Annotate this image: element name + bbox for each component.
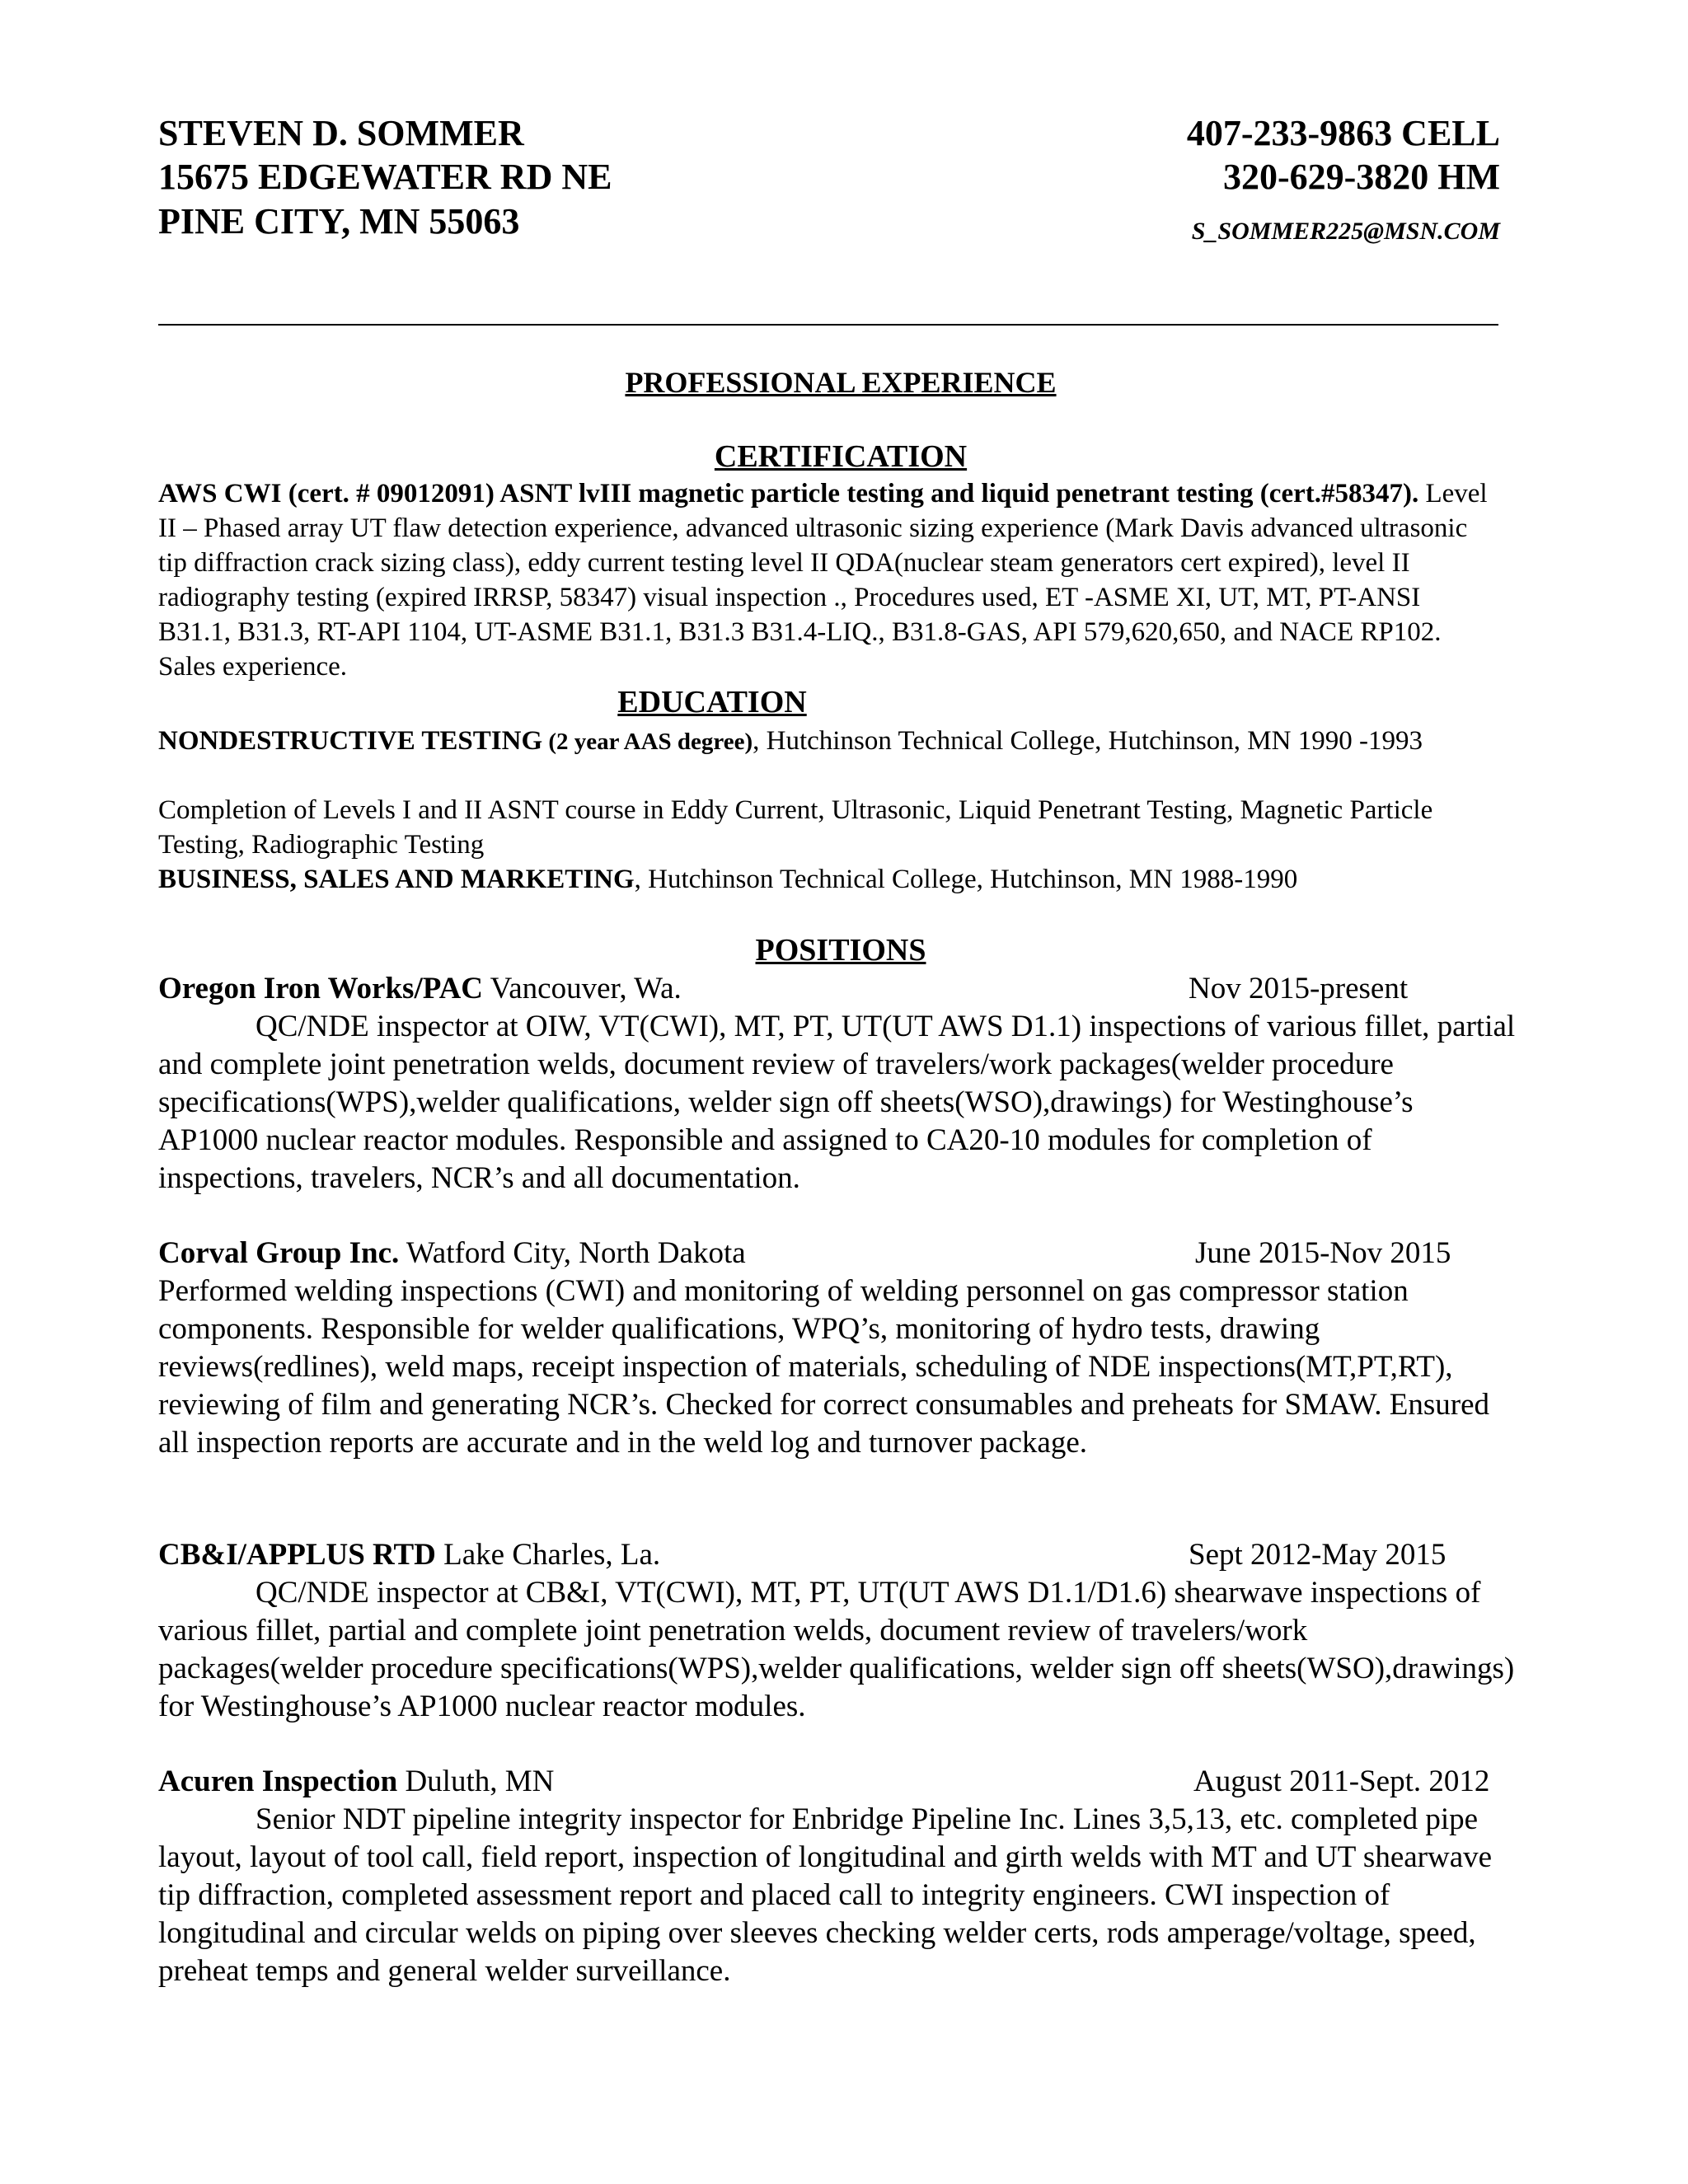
position-dates: Nov 2015-present [1189,972,1409,1005]
position-header [158,1235,1510,1272]
education-business-title: BUSINESS, SALES AND MARKETING [158,865,635,894]
position-header [158,1536,1510,1574]
section-professional-experience: PROFESSIONAL EXPERIENCE [625,366,1057,399]
certification-lead: AWS CWI (cert. # 09012091) ASNT lvIII magnetic particle testing and liquid penetrant testing (cert.#58347). [158,479,1419,509]
section-certification: CERTIFICATION [714,439,968,474]
section-education: EDUCATION [617,685,807,719]
position-description: Performed welding inspections (CWI) and monitoring of welding personnel on gas compressor station components. Responsible for welder qualifications, WPQ’s, monitoring of hydro tests, drawing reviews(redlines), weld maps, receipt inspection of materials, scheduling of NDE inspections(MT,PT,RT), reviewing of film and generating NCR’s. Checked for correct consumables and preheats for SMAW. Ensured all inspection reports are accurate and in the weld log and turnover package. [158,1274,1489,1460]
city-state-zip: PINE CITY, MN 55063 [158,201,520,241]
education-ndt-degree: (2 year AAS degree) [542,729,753,755]
education-ndt-school: , Hutchinson Technical College, Hutchinson, MN 1990 -1993 [753,726,1423,756]
position-header [158,970,1510,1008]
position-location: Watford City, North Dakota [399,1236,746,1270]
position-header [158,1763,1510,1801]
position-dates: June 2015-Nov 2015 [1195,1236,1451,1270]
education-ndt-title: NONDESTRUCTIVE TESTING [158,726,543,756]
email-address: S_SOMMER225@MSN.COM [1191,218,1500,245]
position-description: QC/NDE inspector at OIW, VT(CWI), MT, PT, UT(UT AWS D1.1) inspections of various fillet, partial and complete joint penetration welds, document review of travelers/work packages(welder procedure specifications(WPS),welder qualifications, welder sign off sheets(WSO),drawings) for Westinghouse’s AP1000 nuclear reactor modules. Responsible and assigned to CA20-10 modules for completion of inspections, travelers, NCR’s and all documentation. [158,1010,1516,1195]
position-dates: Sept 2012-May 2015 [1189,1538,1447,1572]
home-phone: 320-629-3820 HM [1222,157,1500,197]
position-description: QC/NDE inspector at CB&I, VT(CWI), MT, PT, UT(UT AWS D1.1/D1.6) shearwave inspections of various fillet, partial and complete joint penetration welds, document review of travelers/work packages(welder procedure specifications(WPS),welder qualifications, welder sign off sheets(WSO),drawings) for Westinghouse’s AP1000 nuclear reactor modules. [158,1576,1515,1723]
position-company: Corval Group Inc. [158,1236,400,1270]
position-company: CB&I/APPLUS RTD [158,1538,436,1572]
education-business [158,862,1510,897]
position-location: Vancouver, Wa. [483,972,682,1005]
position-company: Oregon Iron Works/PAC [158,972,484,1005]
position-location: Duluth, MN [397,1765,555,1798]
header-divider [158,324,1498,326]
education-completion: Completion of Levels I and II ASNT course in Eddy Current, Ultrasonic, Liquid Penetrant Testing, Magnetic Particle Testing, Radiographic Testing [158,795,1433,860]
street-address: 15675 EDGEWATER RD NE [158,157,612,197]
certification-details: Level II – Phased array UT flaw detection experience, advanced ultrasonic sizing experience (Mark Davis advanced ultrasonic tip diffraction crack sizing class), eddy current testing level II QDA(nuclear steam generators cert expired), level II radiography testing (expired IRRSP, 58347) visual inspection ., Procedures used, ET -ASME XI, UT, MT, PT-ANSI B31.1, B31.3, RT-API 1104, UT-ASME B31.1, B31.3 B31.4-LIQ., B31.8-GAS, API 579,620,650, and NACE RP102. Sales experience. [158,479,1488,682]
section-positions: POSITIONS [755,933,926,968]
education-ndt [158,724,1510,759]
position-description: Senior NDT pipeline integrity inspector for Enbridge Pipeline Inc. Lines 3,5,13, etc. completed pipe layout, layout of tool call, field report, inspection of longitudinal and girth welds with MT and UT shearwave tip diffraction, completed assessment report and placed call to integrity engineers. CWI inspection of longitudinal and circular welds on piping over sleeves checking welder certs, rods amperage/voltage, speed, preheat temps and general welder surveillance. [158,1802,1493,1988]
applicant-name: STEVEN D. SOMMER [158,113,524,153]
position-company: Acuren Inspection [158,1765,398,1798]
cell-phone: 407-233-9863 CELL [1186,113,1500,153]
education-business-school: , Hutchinson Technical College, Hutchinson, MN 1988-1990 [634,865,1298,894]
position-location: Lake Charles, La. [435,1538,661,1572]
position-dates: August 2011-Sept. 2012 [1193,1765,1490,1798]
certification-text [158,476,1493,684]
